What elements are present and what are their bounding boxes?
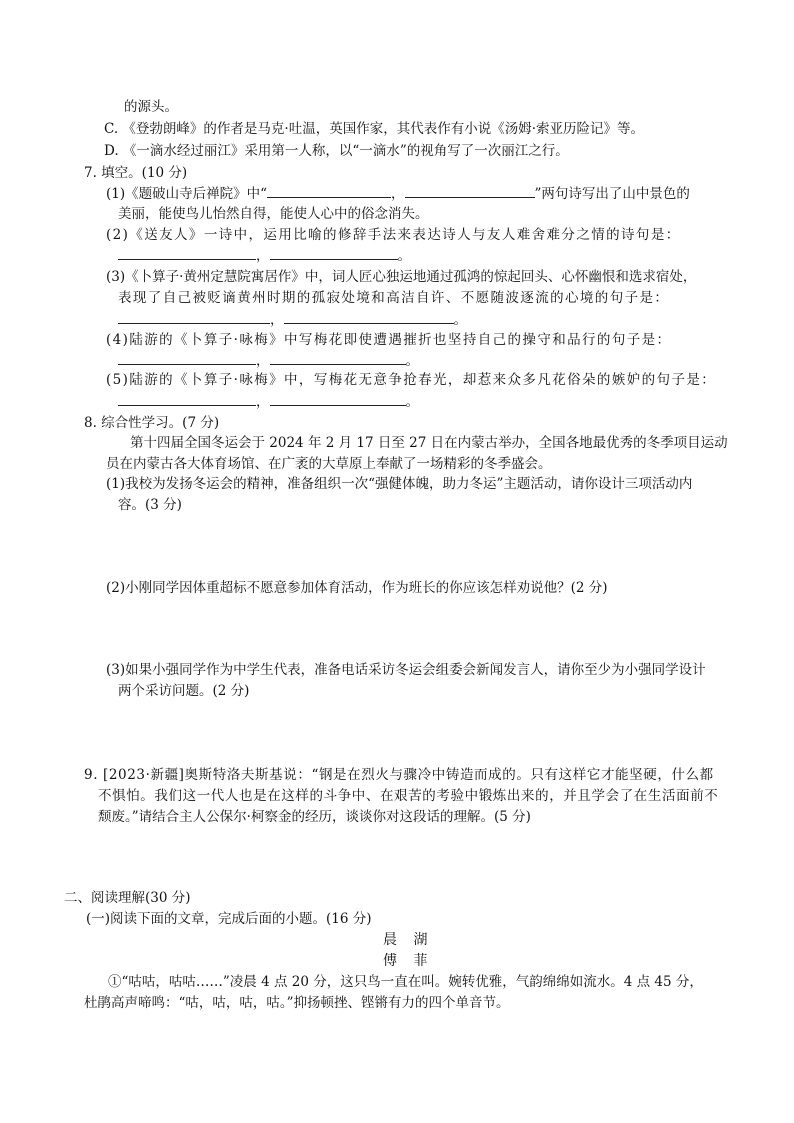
q8-part3-line1: (3)如果小强同学作为中学生代表，准备电话采访冬运会组委会新闻发言人，请你至少为小强同学设计 bbox=[106, 662, 706, 678]
q9-line1: 9. [2023·新疆]奥斯特洛夫斯基说：“钢是在烈火与骤冷中铸造而成的。只有这样它才能坚硬，什么都 bbox=[84, 767, 714, 783]
q7-sub4: (4)陆游的《卜算子·咏梅》中写梅花即使遭遇摧折也坚持自己的操守和品行的句子是： bbox=[106, 332, 672, 348]
answer-blank[interactable] bbox=[270, 245, 398, 260]
q8-part3-line2: 两个采访问题。(2 分) bbox=[118, 683, 250, 699]
q9-line3: 颓废。”请结合主人公保尔·柯察金的经历，谈谈你对这段话的理解。(5 分) bbox=[98, 809, 531, 825]
comma: ， bbox=[256, 394, 270, 410]
article-para1-line1: ①“咕咕，咕咕……”凌晨 4 点 20 分，这只鸟一直在叫。婉转优雅，气韵绵绵如流水。4 点 45 分， bbox=[108, 974, 703, 990]
answer-blank[interactable] bbox=[118, 350, 256, 365]
q8-part1-line1: (1)我校为发扬冬运会的精神，准备组织一次“强健体魄，助力冬运”主题活动，请你设计三项活动内 bbox=[106, 476, 693, 492]
q7-sub1-line2: 美丽，能使鸟儿怡然自得，能使人心中的俗念消失。 bbox=[118, 206, 429, 222]
section2-subheading: (一)阅读下面的文章，完成后面的小题。(16 分) bbox=[86, 911, 372, 927]
q7-sub1-line1 bbox=[106, 183, 690, 204]
q7-sub3-line1: (3)《卜算子·黄州定慧院寓居作》中，词人匠心独运地通过孤鸿的惊起回头、心怀幽恨和选求宿处， bbox=[106, 269, 697, 285]
q7-sub1-suffix: ”两句诗写出了山中景色的 bbox=[534, 186, 690, 202]
section2-heading: 二、阅读理解(30 分) bbox=[64, 890, 191, 906]
comma: ， bbox=[391, 186, 405, 202]
period: 。 bbox=[397, 248, 411, 264]
answer-blank[interactable] bbox=[270, 350, 406, 365]
answer-blank[interactable] bbox=[405, 183, 535, 198]
article-author: 傅 菲 bbox=[383, 953, 434, 969]
period: 。 bbox=[405, 394, 419, 410]
comma: ， bbox=[270, 312, 284, 328]
q7-sub2: (2)《送友人》一诗中，运用比喻的修辞手法来表达诗人与友人难舍难分之情的诗句是： bbox=[106, 227, 681, 243]
period: 。 bbox=[405, 353, 419, 369]
answer-blank[interactable] bbox=[118, 391, 256, 406]
option-c: C. 《登勃朗峰》的作者是马克·吐温，英国作家，其代表作有小说《汤姆·索亚历险记》等。 bbox=[104, 121, 645, 137]
answer-blank[interactable] bbox=[118, 245, 256, 260]
q8-intro-line1: 第十四届全国冬运会于 2024 年 2 月 17 日至 27 日在内蒙古举办，全国各地最优秀的冬季项目运动 bbox=[130, 435, 728, 451]
answer-blank[interactable] bbox=[118, 309, 270, 324]
q7-sub5: (5)陆游的《卜算子·咏梅》中，写梅花无意争抢春光，却惹来众多凡花俗朵的嫉妒的句子是： bbox=[106, 372, 717, 388]
q7-sub3-answer bbox=[118, 309, 467, 330]
period: 。 bbox=[453, 312, 467, 328]
answer-blank[interactable] bbox=[267, 183, 391, 198]
q8-part1-line2: 容。(3 分) bbox=[118, 497, 182, 513]
answer-blank[interactable] bbox=[270, 391, 406, 406]
q7-heading: 7. 填空。(10 分) bbox=[84, 165, 188, 181]
option-b-tail: 的源头。 bbox=[124, 99, 178, 115]
q8-heading: 8. 综合性学习。(7 分) bbox=[84, 415, 220, 431]
q7-sub3-line2: 表现了自己被贬谪黄州时期的孤寂处境和高洁自许、不愿随波逐流的心境的句子是： bbox=[118, 290, 670, 306]
q8-part2: (2)小刚同学因体重超标不愿意参加体育活动，作为班长的你应该怎样劝说他？(2 分) bbox=[106, 580, 608, 596]
q7-sub4-answer bbox=[118, 350, 419, 371]
q8-intro-line2: 员在内蒙古各大体育场馆、在广袤的大草原上奉献了一场精彩的冬季盛会。 bbox=[106, 456, 552, 472]
article-para1-line2: 杜鹃高声啼鸣：“咕，咕，咕，咕。”抑扬顿挫、铿锵有力的四个单音节。 bbox=[84, 995, 510, 1011]
comma: ， bbox=[256, 353, 270, 369]
option-d: D. 《一滴水经过丽江》采用第一人称，以“一滴水”的视角写了一次丽江之行。 bbox=[104, 143, 569, 159]
q7-sub5-answer bbox=[118, 391, 419, 412]
q7-sub2-answer bbox=[118, 245, 411, 266]
q9-line2: 不惧怕。我们这一代人也是在这样的斗争中、在艰苦的考验中锻炼出来的，并且学会了在生活面前不 bbox=[98, 788, 719, 804]
q7-sub1-prefix: (1)《题破山寺后禅院》中“ bbox=[106, 186, 268, 202]
article-title: 晨 湖 bbox=[383, 932, 434, 948]
answer-blank[interactable] bbox=[284, 309, 454, 324]
comma: ， bbox=[256, 248, 270, 264]
